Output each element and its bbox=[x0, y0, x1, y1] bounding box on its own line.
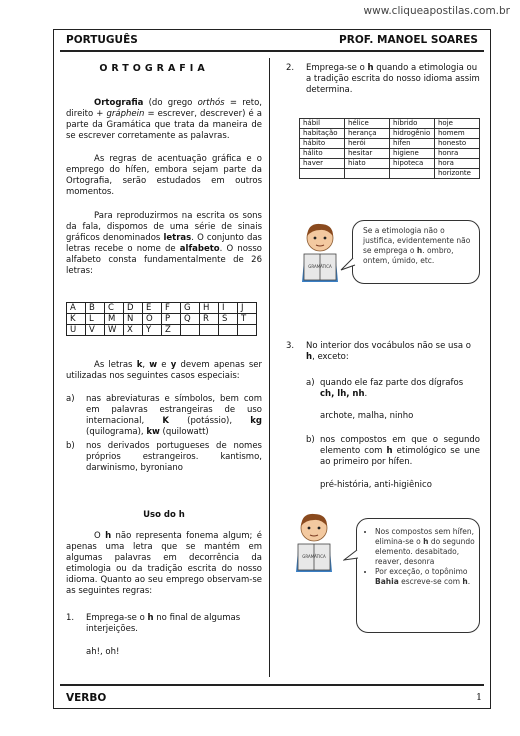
alphabet-cell: Z bbox=[162, 325, 181, 336]
page-number: 1 bbox=[475, 692, 482, 703]
word-cell: homem bbox=[435, 129, 480, 139]
word-row bbox=[300, 119, 480, 129]
word-row bbox=[300, 139, 480, 149]
alphabet-row bbox=[67, 314, 257, 325]
alphabet-cell: I bbox=[219, 303, 238, 314]
alphabet-cell: P bbox=[162, 314, 181, 325]
word-cell: hábil bbox=[300, 119, 345, 129]
word-cell: honra bbox=[435, 149, 480, 159]
boy-reading-icon bbox=[294, 220, 346, 284]
word-cell: hipoteca bbox=[390, 159, 435, 169]
teacher-name: PROF. MANOEL SOARES bbox=[339, 34, 478, 46]
rule-3a: a) quando ele faz parte dos dígrafos ch, lh, nh. archote, malha, ninho bbox=[306, 378, 464, 421]
alphabet-cell: K bbox=[67, 314, 86, 325]
word-row bbox=[300, 159, 480, 169]
alphabet-row bbox=[67, 325, 257, 336]
header-rule bbox=[60, 50, 484, 52]
alphabet-cell: H bbox=[200, 303, 219, 314]
bubble-item-compounds: • Nos compostos sem hífen, elimina-se o h do segundo elemento. desabitado, reaver, desonra bbox=[375, 527, 481, 567]
alphabet-cell: F bbox=[162, 303, 181, 314]
section-title: ORTOGRAFIA bbox=[99, 63, 209, 74]
paragraph-kwy: As letras k, w e y devem apenas ser utilizadas nos seguintes casos especiais: bbox=[66, 360, 263, 381]
alphabet-table bbox=[66, 302, 257, 336]
word-cell: hélice bbox=[345, 119, 390, 129]
worksheet-frame bbox=[53, 29, 491, 709]
alphabet-cell: O bbox=[143, 314, 162, 325]
word-cell: hífen bbox=[390, 139, 435, 149]
bubble-item-bahia: • Por exceção, o topônimo Bahia escreve-se com h. bbox=[375, 567, 481, 587]
rule-1: 1. Emprega-se o h no final de algumas interjeições. ah!, oh! bbox=[66, 613, 241, 657]
footer-label: VERBO bbox=[66, 692, 107, 704]
word-cell bbox=[345, 169, 390, 179]
word-cell: higiene bbox=[390, 149, 435, 159]
alphabet-cell: X bbox=[124, 325, 143, 336]
alphabet-cell: B bbox=[86, 303, 105, 314]
alphabet-cell: N bbox=[124, 314, 143, 325]
word-cell: híbrido bbox=[390, 119, 435, 129]
word-cell: haver bbox=[300, 159, 345, 169]
speech-bubble-etymology: Se a etimologia não o justifica, evidentemente não se emprega o h. ombro, ontem, úmido, etc. bbox=[352, 220, 480, 284]
alphabet-cell: S bbox=[219, 314, 238, 325]
alphabet-cell: E bbox=[143, 303, 162, 314]
word-row bbox=[300, 149, 480, 159]
subject-title: PORTUGUÊS bbox=[66, 34, 138, 46]
alphabet-cell: C bbox=[105, 303, 124, 314]
word-cell: habitação bbox=[300, 129, 345, 139]
h-words-table bbox=[299, 118, 480, 179]
word-cell: herói bbox=[345, 139, 390, 149]
alphabet-cell: J bbox=[238, 303, 257, 314]
header bbox=[66, 34, 478, 48]
alphabet-cell: D bbox=[124, 303, 143, 314]
word-cell: hesitar bbox=[345, 149, 390, 159]
rule-3: 3. No interior dos vocábulos não se usa o h, exceto: bbox=[286, 341, 471, 362]
case-b: b) nos derivados portugueses de nomes próprios estrangeiros. kantismo, darwinismo, byroniano bbox=[66, 441, 262, 473]
word-row bbox=[300, 169, 480, 179]
word-cell: herança bbox=[345, 129, 390, 139]
boy-reading-icon-2 bbox=[288, 510, 340, 574]
word-cell: hoje bbox=[435, 119, 480, 129]
alphabet-row bbox=[67, 303, 257, 314]
footer-rule bbox=[60, 684, 484, 686]
alphabet-cell bbox=[200, 325, 219, 336]
word-cell bbox=[300, 169, 345, 179]
alphabet-cell: U bbox=[67, 325, 86, 336]
bubble-tail-icon bbox=[340, 258, 356, 272]
rule-3a-example: archote, malha, ninho bbox=[320, 411, 414, 421]
alphabet-cell: M bbox=[105, 314, 124, 325]
case-a: a) nas abreviaturas e símbolos, bem com em palavras estrangeiras de uso internacional, K (potássio), kg (quilograma), kw (quilowatt) bbox=[66, 394, 262, 437]
word-cell: hidrogênio bbox=[390, 129, 435, 139]
alphabet-cell: A bbox=[67, 303, 86, 314]
paragraph-accentuation: As regras de acentuação gráfica e o emprego do hífen, embora sejam parte da Ortografia, serão estudados em outros momentos. bbox=[66, 154, 262, 197]
alphabet-cell: Q bbox=[181, 314, 200, 325]
word-cell: horizonte bbox=[435, 169, 480, 179]
rule-3b: b) nos compostos em que o segundo elemento com h etimológico se une ao primeiro por hífen. pré-história, anti-higiênico bbox=[306, 435, 480, 490]
paragraph-alphabet: Para reproduzirmos na escrita os sons da fala, dispomos de uma série de sinais gráficos denominados letras. O conjunto das letras recebe o nome de alfabeto. O nosso alfabeto consta fundamentalmente de 26 letras: bbox=[66, 211, 262, 276]
alphabet-cell bbox=[181, 325, 200, 336]
word-cell: hálito bbox=[300, 149, 345, 159]
svg-text:GRAMÁTICA: GRAMÁTICA bbox=[302, 554, 326, 559]
rule-3b-example: pré-história, anti-higiênico bbox=[320, 480, 432, 490]
word-cell: hábito bbox=[300, 139, 345, 149]
word-cell bbox=[390, 169, 435, 179]
alphabet-cell: L bbox=[86, 314, 105, 325]
speech-bubble-exceptions bbox=[356, 518, 480, 633]
subsection-title: Uso do h bbox=[143, 510, 185, 520]
alphabet-cell bbox=[219, 325, 238, 336]
alphabet-cell bbox=[238, 325, 257, 336]
alphabet-cell: T bbox=[238, 314, 257, 325]
column-divider bbox=[269, 58, 270, 677]
paragraph-definition: Ortografia (do grego orthós = reto, direito + gráphein = escrever, descrever) é a parte da Gramática que trata da maneira de se escrever corretamente as palavras. bbox=[66, 98, 262, 141]
rule-2: 2. Emprega-se o h quando a etimologia ou a tradição escrita do nosso idioma assim determina. bbox=[286, 63, 480, 95]
svg-text:GRAMÁTICA: GRAMÁTICA bbox=[308, 264, 332, 269]
alphabet-cell: Y bbox=[143, 325, 162, 336]
word-cell: hora bbox=[435, 159, 480, 169]
word-row bbox=[300, 129, 480, 139]
paragraph-h: O h não representa fonema algum; é apenas uma letra que se mantém em algumas palavras em decorrência da etimologia ou da tradição escrita do nosso idioma. Quanto ao seu emprego observam-se as seguintes regras: bbox=[66, 531, 262, 596]
site-url: www.cliqueapostilas.com.br bbox=[363, 5, 510, 17]
bubble-tail-icon-2 bbox=[343, 550, 359, 564]
alphabet-cell: G bbox=[181, 303, 200, 314]
alphabet-cell: V bbox=[86, 325, 105, 336]
rule-1-example: ah!, oh! bbox=[86, 647, 120, 657]
word-cell: honesto bbox=[435, 139, 480, 149]
alphabet-cell: R bbox=[200, 314, 219, 325]
word-cell: hiato bbox=[345, 159, 390, 169]
alphabet-cell: W bbox=[105, 325, 124, 336]
